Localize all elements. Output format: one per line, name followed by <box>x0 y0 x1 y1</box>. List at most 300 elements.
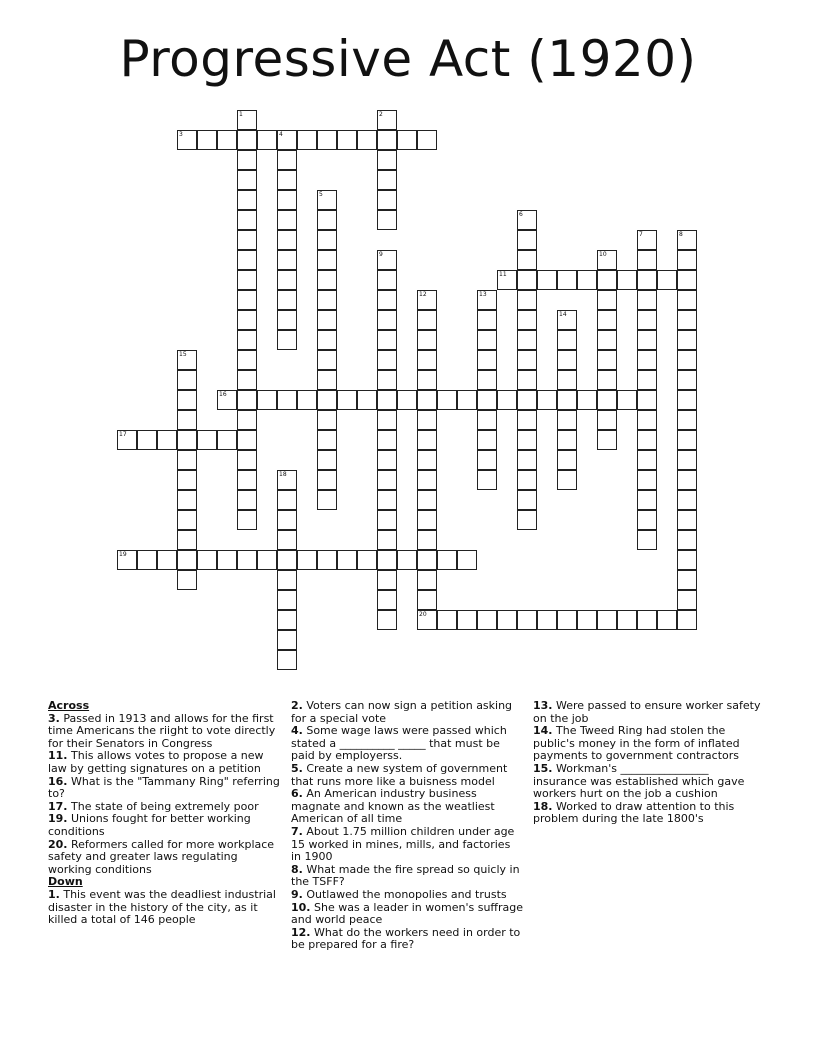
crossword-cell[interactable] <box>517 290 537 310</box>
crossword-cell[interactable] <box>617 610 637 630</box>
crossword-cell[interactable] <box>317 130 337 150</box>
crossword-cell[interactable] <box>237 290 257 310</box>
crossword-cell[interactable] <box>677 390 697 410</box>
crossword-cell[interactable] <box>357 390 377 410</box>
crossword-cell[interactable] <box>277 150 297 170</box>
clue-number: 12. <box>291 925 311 939</box>
crossword-cell[interactable] <box>317 190 337 210</box>
clue-number: 14. <box>533 724 553 738</box>
crossword-cell[interactable] <box>477 610 497 630</box>
crossword-cell[interactable] <box>397 390 417 410</box>
crossword-cell[interactable] <box>237 430 257 450</box>
crossword-cell[interactable] <box>617 390 637 410</box>
crossword-cell[interactable] <box>477 350 497 370</box>
crossword-cell[interactable] <box>637 530 657 550</box>
crossword-cell[interactable] <box>637 490 657 510</box>
crossword-cell[interactable] <box>537 390 557 410</box>
crossword-cell[interactable] <box>677 470 697 490</box>
crossword-cell[interactable] <box>377 330 397 350</box>
crossword-cell[interactable] <box>517 330 537 350</box>
crossword-cell[interactable] <box>177 410 197 430</box>
crossword-cell[interactable] <box>237 470 257 490</box>
clue-item <box>48 813 280 838</box>
crossword-cell[interactable] <box>577 390 597 410</box>
crossword-cell[interactable] <box>577 270 597 290</box>
crossword-cell[interactable] <box>237 230 257 250</box>
clue-item <box>291 788 523 826</box>
crossword-cell[interactable] <box>157 430 177 450</box>
crossword-cell[interactable] <box>237 350 257 370</box>
clue-text: Reformers called for more workplace safety and greater laws regulating working conditions <box>48 837 275 876</box>
crossword-cell[interactable] <box>417 310 437 330</box>
crossword-cell[interactable] <box>597 350 617 370</box>
crossword-cell[interactable] <box>177 530 197 550</box>
clue-item <box>291 725 523 763</box>
crossword-cell[interactable] <box>417 610 437 630</box>
crossword-cell[interactable] <box>597 370 617 390</box>
clue-number: 2. <box>291 699 303 712</box>
crossword-cell[interactable] <box>317 330 337 350</box>
crossword-cell[interactable] <box>277 510 297 530</box>
crossword-cell[interactable] <box>517 250 537 270</box>
clue-item <box>48 750 280 775</box>
crossword-cell[interactable] <box>377 270 397 290</box>
crossword-cell[interactable] <box>417 550 437 570</box>
crossword-cell[interactable] <box>297 130 317 150</box>
clue-item <box>48 889 280 927</box>
crossword-cell[interactable] <box>477 310 497 330</box>
crossword-cell[interactable] <box>377 350 397 370</box>
crossword-cell[interactable] <box>677 450 697 470</box>
crossword-cell[interactable] <box>257 550 277 570</box>
crossword-cell[interactable] <box>537 610 557 630</box>
clue-number-label: 19 <box>119 551 127 558</box>
crossword-cell[interactable] <box>597 250 617 270</box>
crossword-cell[interactable] <box>117 550 137 570</box>
crossword-cell[interactable] <box>377 190 397 210</box>
crossword-cell[interactable] <box>677 430 697 450</box>
crossword-cell[interactable] <box>237 110 257 130</box>
crossword-cell[interactable] <box>377 210 397 230</box>
crossword-cell[interactable] <box>377 170 397 190</box>
clue-column-1 <box>48 700 280 927</box>
crossword-cell[interactable] <box>577 610 597 630</box>
clue-text: Worked to draw attention to this problem during the late 1800's <box>533 799 735 826</box>
crossword-cell[interactable] <box>117 430 137 450</box>
crossword-cell[interactable] <box>317 290 337 310</box>
crossword-cell[interactable] <box>277 490 297 510</box>
crossword-cell[interactable] <box>477 430 497 450</box>
crossword-cell[interactable] <box>417 450 437 470</box>
crossword-cell[interactable] <box>637 250 657 270</box>
crossword-cell[interactable] <box>677 490 697 510</box>
clue-number: 13. <box>533 699 553 712</box>
crossword-cell[interactable] <box>557 270 577 290</box>
crossword-cell[interactable] <box>197 430 217 450</box>
crossword-cell[interactable] <box>277 190 297 210</box>
crossword-cell[interactable] <box>157 550 177 570</box>
crossword-cell[interactable] <box>277 210 297 230</box>
crossword-cell[interactable] <box>377 550 397 570</box>
crossword-cell[interactable] <box>377 590 397 610</box>
clue-number: 9. <box>291 887 303 901</box>
clue-number: 11. <box>48 749 68 763</box>
clue-number-label: 4 <box>279 131 283 138</box>
crossword-cell[interactable] <box>477 450 497 470</box>
clue-item <box>533 801 765 826</box>
crossword-cell[interactable] <box>497 610 517 630</box>
crossword-cell[interactable] <box>377 450 397 470</box>
crossword-cell[interactable] <box>557 410 577 430</box>
crossword-cell[interactable] <box>277 570 297 590</box>
crossword-cell[interactable] <box>457 550 477 570</box>
crossword-cell[interactable] <box>677 370 697 390</box>
crossword-cell[interactable] <box>177 350 197 370</box>
crossword-cell[interactable] <box>337 390 357 410</box>
crossword-cell[interactable] <box>357 550 377 570</box>
crossword-cell[interactable] <box>177 430 197 450</box>
crossword-cell[interactable] <box>377 110 397 130</box>
crossword-cell[interactable] <box>277 610 297 630</box>
clue-item <box>291 864 523 889</box>
clue-number: 20. <box>48 837 68 851</box>
crossword-cell[interactable] <box>197 130 217 150</box>
crossword-cell[interactable] <box>277 630 297 650</box>
crossword-cell[interactable] <box>417 130 437 150</box>
clue-item <box>48 776 280 801</box>
clue-number-label: 6 <box>519 211 523 218</box>
crossword-cell[interactable] <box>597 610 617 630</box>
crossword-cell[interactable] <box>637 330 657 350</box>
crossword-cell[interactable] <box>317 230 337 250</box>
crossword-cell[interactable] <box>277 290 297 310</box>
crossword-cell[interactable] <box>377 610 397 630</box>
crossword-cell[interactable] <box>277 170 297 190</box>
clue-number: 16. <box>48 774 68 788</box>
crossword-cell[interactable] <box>457 390 477 410</box>
crossword-cell[interactable] <box>477 290 497 310</box>
crossword-cell[interactable] <box>417 290 437 310</box>
crossword-cell[interactable] <box>177 470 197 490</box>
crossword-cell[interactable] <box>657 270 677 290</box>
clue-number: 18. <box>533 799 553 813</box>
crossword-cell[interactable] <box>637 390 657 410</box>
crossword-cell[interactable] <box>477 390 497 410</box>
crossword-cell[interactable] <box>557 610 577 630</box>
crossword-cell[interactable] <box>377 430 397 450</box>
crossword-cell[interactable] <box>677 510 697 530</box>
clue-text: The Tweed Ring had stolen the public's money in the form of inflated payments to government contractors <box>533 724 740 763</box>
crossword-cell[interactable] <box>377 470 397 490</box>
crossword-cell[interactable] <box>417 330 437 350</box>
crossword-cell[interactable] <box>637 270 657 290</box>
crossword-cell[interactable] <box>597 430 617 450</box>
crossword-cell[interactable] <box>557 390 577 410</box>
clue-text: Voters can now sign a petition asking for a special vote <box>291 699 513 725</box>
clue-item <box>533 725 765 763</box>
crossword-cell[interactable] <box>497 390 517 410</box>
crossword-cell[interactable] <box>497 270 517 290</box>
crossword-cell[interactable] <box>517 510 537 530</box>
crossword-cell[interactable] <box>237 210 257 230</box>
crossword-cell[interactable] <box>317 550 337 570</box>
crossword-cell[interactable] <box>417 470 437 490</box>
crossword-cell[interactable] <box>237 250 257 270</box>
crossword-cell[interactable] <box>317 470 337 490</box>
clue-text: Were passed to ensure worker safety on the job <box>533 699 761 725</box>
crossword-cell[interactable] <box>437 390 457 410</box>
crossword-cell[interactable] <box>237 190 257 210</box>
crossword-cell[interactable] <box>517 490 537 510</box>
crossword-cell[interactable] <box>377 530 397 550</box>
crossword-cell[interactable] <box>277 310 297 330</box>
crossword-cell[interactable] <box>237 410 257 430</box>
crossword-cell[interactable] <box>677 270 697 290</box>
crossword-cell[interactable] <box>317 370 337 390</box>
crossword-cell[interactable] <box>277 130 297 150</box>
crossword-cell[interactable] <box>377 130 397 150</box>
crossword-cell[interactable] <box>677 310 697 330</box>
clue-column-3 <box>533 700 765 826</box>
crossword-cell[interactable] <box>177 390 197 410</box>
crossword-cell[interactable] <box>317 430 337 450</box>
crossword-cell[interactable] <box>637 430 657 450</box>
crossword-cell[interactable] <box>557 350 577 370</box>
crossword-cell[interactable] <box>597 290 617 310</box>
crossword-cell[interactable] <box>517 230 537 250</box>
crossword-cell[interactable] <box>637 310 657 330</box>
crossword-cell[interactable] <box>177 490 197 510</box>
crossword-cell[interactable] <box>177 370 197 390</box>
clue-number-label: 8 <box>679 231 683 238</box>
crossword-cell[interactable] <box>237 170 257 190</box>
crossword-cell[interactable] <box>517 350 537 370</box>
crossword-cell[interactable] <box>237 390 257 410</box>
crossword-cell[interactable] <box>277 530 297 550</box>
crossword-cell[interactable] <box>677 590 697 610</box>
crossword-cell[interactable] <box>417 390 437 410</box>
crossword-cell[interactable] <box>417 350 437 370</box>
crossword-cell[interactable] <box>677 330 697 350</box>
crossword-cell[interactable] <box>517 450 537 470</box>
crossword-cell[interactable] <box>557 370 577 390</box>
crossword-cell[interactable] <box>277 590 297 610</box>
crossword-cell[interactable] <box>637 350 657 370</box>
crossword-cell[interactable] <box>677 610 697 630</box>
clue-text: About 1.75 million children under age 15 worked in mines, mills, and factories in 1900 <box>291 824 515 864</box>
crossword-cell[interactable] <box>617 270 637 290</box>
crossword-cell[interactable] <box>517 470 537 490</box>
crossword-cell[interactable] <box>377 510 397 530</box>
clue-number-label: 7 <box>639 231 643 238</box>
crossword-cell[interactable] <box>437 550 457 570</box>
crossword-cell[interactable] <box>277 230 297 250</box>
crossword-cell[interactable] <box>557 430 577 450</box>
crossword-cell[interactable] <box>377 310 397 330</box>
crossword-cell[interactable] <box>417 490 437 510</box>
crossword-cell[interactable] <box>637 230 657 250</box>
crossword-cell[interactable] <box>237 310 257 330</box>
crossword-cell[interactable] <box>237 130 257 150</box>
crossword-cell[interactable] <box>317 210 337 230</box>
crossword-cell[interactable] <box>377 390 397 410</box>
crossword-cell[interactable] <box>197 550 217 570</box>
crossword-cell[interactable] <box>317 490 337 510</box>
clue-number: 5. <box>291 761 303 775</box>
crossword-cell[interactable] <box>177 510 197 530</box>
crossword-cell[interactable] <box>377 250 397 270</box>
crossword-cell[interactable] <box>477 470 497 490</box>
crossword-cell[interactable] <box>277 270 297 290</box>
crossword-cell[interactable] <box>557 450 577 470</box>
crossword-cell[interactable] <box>317 410 337 430</box>
crossword-cell[interactable] <box>477 370 497 390</box>
crossword-cell[interactable] <box>257 390 277 410</box>
crossword-cell[interactable] <box>517 390 537 410</box>
crossword-cell[interactable] <box>417 570 437 590</box>
crossword-cell[interactable] <box>477 410 497 430</box>
crossword-cell[interactable] <box>417 590 437 610</box>
crossword-cell[interactable] <box>177 570 197 590</box>
crossword-cell[interactable] <box>317 350 337 370</box>
crossword-cell[interactable] <box>357 130 377 150</box>
crossword-cell[interactable] <box>677 290 697 310</box>
crossword-cell[interactable] <box>637 290 657 310</box>
crossword-cell[interactable] <box>177 130 197 150</box>
crossword-cell[interactable] <box>417 530 437 550</box>
crossword-cell[interactable] <box>677 230 697 250</box>
crossword-cell[interactable] <box>277 470 297 490</box>
crossword-cell[interactable] <box>397 130 417 150</box>
crossword-cell[interactable] <box>597 310 617 330</box>
crossword-cell[interactable] <box>677 570 697 590</box>
crossword-cell[interactable] <box>677 530 697 550</box>
crossword-cell[interactable] <box>377 150 397 170</box>
crossword-cell[interactable] <box>637 510 657 530</box>
crossword-cell[interactable] <box>377 370 397 390</box>
clue-number-label: 11 <box>499 271 507 278</box>
crossword-cell[interactable] <box>297 390 317 410</box>
crossword-cell[interactable] <box>217 130 237 150</box>
crossword-cell[interactable] <box>417 430 437 450</box>
clue-text: She was a leader in women's suffrage and world peace <box>291 900 524 927</box>
crossword-cell[interactable] <box>237 510 257 530</box>
clue-item <box>291 902 523 927</box>
crossword-cell[interactable] <box>217 390 237 410</box>
crossword-cell[interactable] <box>237 330 257 350</box>
crossword-cell[interactable] <box>377 570 397 590</box>
crossword-cell[interactable] <box>297 550 317 570</box>
clue-text: This event was the deadliest industrial disaster in the history of the city, as it killed a total of 146 people <box>48 887 276 927</box>
crossword-cell[interactable] <box>237 550 257 570</box>
crossword-cell[interactable] <box>217 430 237 450</box>
crossword-cell[interactable] <box>517 430 537 450</box>
crossword-cell[interactable] <box>137 430 157 450</box>
crossword-cell[interactable] <box>477 330 497 350</box>
crossword-cell[interactable] <box>237 490 257 510</box>
clue-number-label: 15 <box>179 351 187 358</box>
crossword-cell[interactable] <box>677 550 697 570</box>
clue-number: 17. <box>48 799 68 813</box>
crossword-cell[interactable] <box>377 290 397 310</box>
crossword-cell[interactable] <box>597 270 617 290</box>
crossword-cell[interactable] <box>677 410 697 430</box>
crossword-cell[interactable] <box>177 450 197 470</box>
crossword-cell[interactable] <box>597 330 617 350</box>
crossword-cell[interactable] <box>277 550 297 570</box>
clue-number: 8. <box>291 862 303 876</box>
crossword-cell[interactable] <box>317 310 337 330</box>
crossword-cell[interactable] <box>377 410 397 430</box>
clue-column-2 <box>291 700 523 952</box>
crossword-cell[interactable] <box>657 610 677 630</box>
crossword-cell[interactable] <box>417 410 437 430</box>
crossword-cell[interactable] <box>397 550 417 570</box>
crossword-cell[interactable] <box>517 610 537 630</box>
clue-number-label: 12 <box>419 291 427 298</box>
clue-section-heading: Down <box>48 875 83 889</box>
crossword-cell[interactable] <box>337 130 357 150</box>
crossword-cell[interactable] <box>317 390 337 410</box>
crossword-cell[interactable] <box>337 550 357 570</box>
crossword-cell[interactable] <box>517 370 537 390</box>
crossword-cell[interactable] <box>277 330 297 350</box>
crossword-cell[interactable] <box>537 270 557 290</box>
crossword-cell[interactable] <box>317 250 337 270</box>
crossword-cell[interactable] <box>557 330 577 350</box>
crossword-cell[interactable] <box>517 310 537 330</box>
clue-text: What do the workers need in order to be prepared for a fire? <box>291 925 521 952</box>
crossword-cell[interactable] <box>237 150 257 170</box>
crossword-cell[interactable] <box>637 470 657 490</box>
crossword-cell[interactable] <box>237 370 257 390</box>
crossword-cell[interactable] <box>277 250 297 270</box>
crossword-cell[interactable] <box>637 450 657 470</box>
crossword-cell[interactable] <box>177 550 197 570</box>
crossword-cell[interactable] <box>217 550 237 570</box>
crossword-cell[interactable] <box>377 490 397 510</box>
crossword-cell[interactable] <box>237 270 257 290</box>
crossword-cell[interactable] <box>517 210 537 230</box>
crossword-cell[interactable] <box>137 550 157 570</box>
crossword-cell[interactable] <box>517 410 537 430</box>
crossword-cell[interactable] <box>437 610 457 630</box>
crossword-cell[interactable] <box>677 250 697 270</box>
crossword-cell[interactable] <box>557 310 577 330</box>
crossword-cell[interactable] <box>637 610 657 630</box>
crossword-cell[interactable] <box>257 130 277 150</box>
crossword-cell[interactable] <box>557 470 577 490</box>
crossword-cell[interactable] <box>597 390 617 410</box>
crossword-cell[interactable] <box>277 390 297 410</box>
crossword-cell[interactable] <box>277 650 297 670</box>
clue-number: 6. <box>291 787 303 801</box>
crossword-cell[interactable] <box>637 410 657 430</box>
crossword-cell[interactable] <box>637 370 657 390</box>
crossword-cell[interactable] <box>517 270 537 290</box>
clue-number-label: 2 <box>379 111 383 118</box>
crossword-cell[interactable] <box>417 510 437 530</box>
crossword-cell[interactable] <box>237 450 257 470</box>
crossword-cell[interactable] <box>317 270 337 290</box>
clue-number-label: 3 <box>179 131 183 138</box>
clue-text: Unions fought for better working conditions <box>48 812 251 838</box>
crossword-cell[interactable] <box>317 450 337 470</box>
crossword-cell[interactable] <box>597 410 617 430</box>
crossword-cell[interactable] <box>417 370 437 390</box>
crossword-cell[interactable] <box>457 610 477 630</box>
crossword-cell[interactable] <box>677 350 697 370</box>
